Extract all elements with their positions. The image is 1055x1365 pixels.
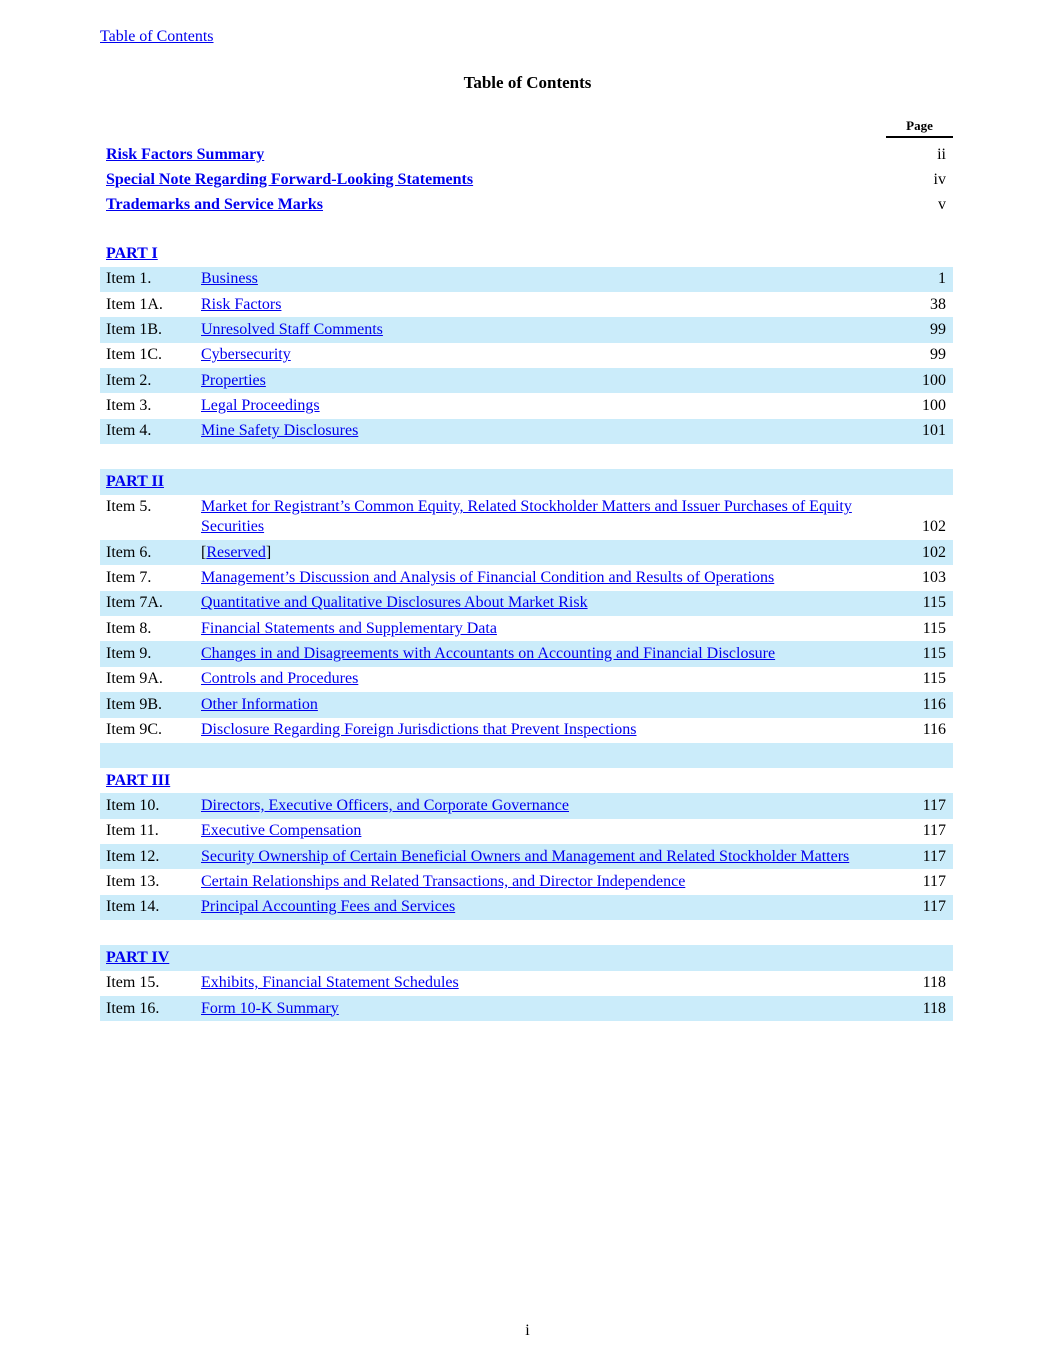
part-header-cell	[100, 244, 953, 264]
section-spacer	[100, 920, 953, 945]
part-header-link[interactable]: PART I	[106, 244, 158, 262]
item-number-cell: Item 11.	[106, 822, 159, 840]
toc-item-row	[100, 996, 953, 1021]
toc-item-row	[100, 368, 953, 393]
page-number: 1	[938, 270, 946, 288]
front-matter-link[interactable]: Trademarks and Service Marks	[106, 196, 324, 214]
page-number: 100	[922, 371, 946, 389]
page-number: 101	[922, 422, 946, 440]
page-number: ii	[937, 145, 946, 163]
toc-item-row	[100, 819, 953, 844]
item-number-cell: Item 16.	[106, 999, 160, 1017]
item-title-link[interactable]: Reserved	[206, 543, 266, 561]
item-title-link[interactable]: Properties	[201, 371, 266, 389]
item-title-cell	[201, 371, 883, 391]
page-number: 100	[922, 397, 946, 415]
section-spacer	[100, 444, 953, 469]
toc-item-row	[100, 419, 953, 444]
item-number-cell: Item 7.	[106, 568, 152, 586]
item-number-cell: Item 1A.	[106, 295, 163, 313]
toc-item-row	[100, 641, 953, 666]
part-header-cell	[100, 472, 953, 492]
item-title-link[interactable]: Risk Factors	[201, 295, 282, 313]
item-title-link[interactable]: Financial Statements and Supplementary Data	[201, 619, 497, 637]
toc-table	[100, 118, 953, 1021]
toc-item-row	[100, 844, 953, 869]
item-number-cell: Item 9.	[106, 645, 152, 663]
front-matter-title-cell	[100, 195, 883, 215]
page-number: 117	[922, 822, 946, 840]
front-matter-title-cell	[100, 145, 883, 165]
item-title-cell	[201, 295, 883, 315]
item-title-link[interactable]: Form 10-K Summary	[201, 999, 339, 1017]
item-number-cell: Item 6.	[106, 543, 152, 561]
item-title-link[interactable]: Executive Compensation	[201, 822, 362, 840]
item-number-cell: Item 5.	[106, 498, 152, 516]
part-header-cell	[100, 948, 953, 968]
part-header-row	[100, 241, 953, 266]
item-title-link[interactable]: Market for Registrant’s Common Equity, Related Stockholder Matters and Issuer Purchases of Equity Securities	[201, 498, 852, 536]
toc-item-row	[100, 971, 953, 996]
part-header-row	[100, 469, 953, 494]
item-title-cell	[201, 644, 883, 664]
part-header-link[interactable]: PART III	[106, 771, 171, 789]
item-number-cell: Item 7A.	[106, 594, 163, 612]
item-number-cell: Item 12.	[106, 847, 160, 865]
part-header-row	[100, 768, 953, 793]
toc-item-row	[100, 267, 953, 292]
item-title-link[interactable]: Changes in and Disagreements with Accountants on Accounting and Financial Disclosure	[201, 645, 776, 663]
item-title-link[interactable]: Cybersecurity	[201, 346, 291, 364]
item-number-cell: Item 15.	[106, 974, 160, 992]
page-number: 103	[922, 568, 946, 586]
item-title-link[interactable]: Unresolved Staff Comments	[201, 320, 383, 338]
item-number-cell: Item 4.	[106, 422, 152, 440]
item-title-cell	[201, 543, 883, 563]
part-header-cell	[100, 771, 953, 791]
item-title-cell	[201, 593, 883, 613]
item-title-link[interactable]: Controls and Procedures	[201, 670, 359, 688]
item-title-cell	[201, 421, 883, 441]
page-number: 118	[922, 974, 946, 992]
page-number: 117	[922, 873, 946, 891]
page-number: 116	[922, 695, 946, 713]
page-number: v	[938, 196, 946, 214]
toc-item-row	[100, 667, 953, 692]
item-title-link[interactable]: Directors, Executive Officers, and Corporate Governance	[201, 796, 569, 814]
item-title-cell	[201, 497, 883, 537]
bracket-text: ]	[265, 543, 272, 561]
toc-item-row	[100, 616, 953, 641]
front-matter-row	[100, 167, 953, 192]
item-title-link[interactable]: Exhibits, Financial Statement Schedules	[201, 974, 459, 992]
top-table-of-contents-link[interactable]: Table of Contents	[100, 28, 214, 45]
toc-item-row	[100, 343, 953, 368]
page-number: 115	[922, 594, 946, 612]
item-title-link[interactable]: Other Information	[201, 695, 318, 713]
page-number: 116	[922, 721, 946, 739]
item-title-link[interactable]: Disclosure Regarding Foreign Jurisdictions that Prevent Inspections	[201, 721, 637, 739]
parts-rows	[100, 241, 953, 1021]
toc-item-row	[100, 692, 953, 717]
item-title-link[interactable]: Principal Accounting Fees and Services	[201, 898, 456, 916]
front-matter-rows	[100, 142, 953, 218]
part-header-link[interactable]: PART II	[106, 472, 164, 490]
toc-item-row	[100, 869, 953, 894]
page-number: 38	[930, 295, 946, 313]
item-number-cell: Item 9C.	[106, 721, 162, 739]
item-title-cell	[201, 568, 883, 588]
page-number: 118	[922, 999, 946, 1017]
toc-item-row	[100, 565, 953, 590]
part-header-row	[100, 945, 953, 970]
toc-item-row	[100, 292, 953, 317]
page-number: 117	[922, 898, 946, 916]
item-title-cell	[201, 872, 883, 892]
page-number: iv	[933, 171, 946, 189]
item-title-link[interactable]: Certain Relationships and Related Transactions, and Director Independence	[201, 873, 686, 891]
item-number-cell: Item 10.	[106, 796, 160, 814]
item-number-cell: Item 8.	[106, 619, 152, 637]
item-title-cell	[201, 973, 883, 993]
item-number-cell: Item 3.	[106, 397, 152, 415]
item-title-cell	[201, 320, 883, 340]
toc-item-row	[100, 495, 953, 540]
page-number: 115	[922, 670, 946, 688]
toc-item-row	[100, 393, 953, 418]
item-title-cell	[201, 345, 883, 365]
page-number: 117	[922, 847, 946, 865]
item-number-cell: Item 1.	[106, 270, 152, 288]
page-number: 102	[922, 543, 946, 561]
toc-item-row	[100, 895, 953, 920]
item-title-cell	[201, 669, 883, 689]
item-number-cell: Item 9A.	[106, 670, 163, 688]
item-title-link[interactable]: Business	[201, 270, 258, 288]
toc-item-row	[100, 591, 953, 616]
item-number-cell: Item 2.	[106, 371, 152, 389]
section-gap	[100, 218, 953, 241]
item-title-cell	[201, 396, 883, 416]
front-matter-title-cell	[100, 170, 883, 190]
item-number-cell: Item 14.	[106, 898, 160, 916]
page-number: 99	[930, 320, 946, 338]
page-number: 117	[922, 796, 946, 814]
item-title-link[interactable]: Security Ownership of Certain Beneficial Owners and Management and Related Stockholder Matters	[201, 847, 850, 865]
item-title-link[interactable]: Quantitative and Qualitative Disclosures About Market Risk	[201, 594, 588, 612]
item-title-cell	[201, 695, 883, 715]
page-number: 115	[922, 619, 946, 637]
page-column-header-row	[100, 118, 953, 138]
item-title-link[interactable]: Legal Proceedings	[201, 397, 320, 415]
page-number: 99	[930, 346, 946, 364]
item-number-cell: Item 9B.	[106, 695, 162, 713]
front-matter-link[interactable]: Special Note Regarding Forward-Looking Statements	[106, 171, 474, 189]
item-title-link[interactable]: Mine Safety Disclosures	[201, 422, 359, 440]
toc-item-row	[100, 317, 953, 342]
front-matter-row	[100, 142, 953, 167]
toc-item-row	[100, 718, 953, 743]
toc-item-row	[100, 793, 953, 818]
item-number-cell: Item 1B.	[106, 320, 162, 338]
item-title-cell	[201, 619, 883, 639]
page-number: 102	[922, 518, 946, 536]
part-header-link[interactable]: PART IV	[106, 948, 170, 966]
item-title-cell	[201, 796, 883, 816]
bracket-text: [	[201, 543, 207, 561]
item-title-cell	[201, 720, 883, 740]
footer-page-number: i	[525, 1322, 530, 1339]
page-title: Table of Contents	[463, 73, 592, 92]
item-title-cell	[201, 821, 883, 841]
item-title-link[interactable]: Management’s Discussion and Analysis of Financial Condition and Results of Operations	[201, 568, 775, 586]
page-column-header: Page	[886, 118, 953, 138]
toc-item-row	[100, 540, 953, 565]
item-title-cell	[201, 897, 883, 917]
item-title-cell	[201, 847, 883, 867]
front-matter-link[interactable]: Risk Factors Summary	[106, 145, 265, 163]
item-title-cell	[201, 999, 883, 1019]
page-number: 115	[922, 645, 946, 663]
item-number-cell: Item 13.	[106, 873, 160, 891]
section-spacer	[100, 743, 953, 768]
front-matter-row	[100, 193, 953, 218]
item-title-cell	[201, 269, 883, 289]
item-number-cell: Item 1C.	[106, 346, 162, 364]
